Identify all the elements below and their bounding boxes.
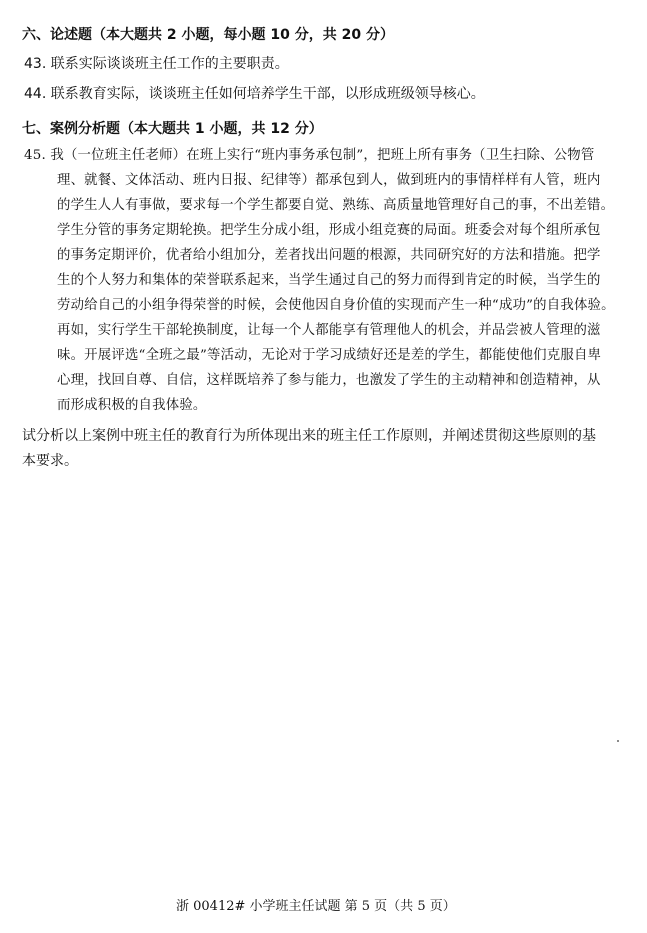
- prompt-line: 本要求。: [22, 453, 78, 469]
- case-line: 再如，实行学生干部轮换制度，让每一个人都能享有管理他人的机会，并品尝被人管理的滋: [57, 323, 601, 338]
- scan-speck: [617, 740, 619, 742]
- case-line: 味。开展评选“全班之最”等活动，无论对于学习成绩好还是差的学生，都能使他们克服自卑: [57, 348, 602, 363]
- case-line: 而形成积极的自我体验。: [57, 398, 207, 413]
- section-7-heading: 七、案例分析题（本大题共 1 小题，共 12 分）: [22, 121, 323, 137]
- question-43: 43. 联系实际谈谈班主任工作的主要职责。: [24, 56, 289, 72]
- case-line: 的事务定期评价，优者给小组加分，差者找出问题的根源，共同研究好的方法和措施。把学: [57, 248, 601, 263]
- case-line: 心理，找回自尊、自信，这样既培养了参与能力，也激发了学生的主动精神和创造精神，从: [57, 373, 601, 388]
- case-line: 劳动给自己的小组争得荣誉的时候，会使他因自身价值的实现而产生一种“成功”的自我体验。: [57, 298, 615, 313]
- case-line: 学生分管的事务定期轮换。把学生分成小组，形成小组竞赛的局面。班委会对每个组所承包: [57, 223, 601, 238]
- case-line: 45. 我（一位班主任老师）在班上实行“班内事务承包制”，把班上所有事务（卫生扫除、公物管: [24, 148, 595, 163]
- case-line: 生的个人努力和集体的荣誉联系起来，当学生通过自己的努力而得到肯定的时候，当学生的: [57, 273, 601, 288]
- question-44: 44. 联系教育实际，谈谈班主任如何培养学生干部，以形成班级领导核心。: [24, 86, 485, 102]
- section-6-heading: 六、论述题（本大题共 2 小题，每小题 10 分，共 20 分）: [22, 27, 394, 43]
- case-line: 理、就餐、文体活动、班内日报、纪律等）都承包到人，做到班内的事情样样有人管，班内: [57, 173, 601, 188]
- case-line: 的学生人人有事做，要求每一个学生都要自觉、熟练、高质量地管理好自己的事，不出差错。: [57, 198, 615, 213]
- page-footer: 浙 00412# 小学班主任试题 第 5 页（共 5 页）: [176, 899, 456, 914]
- prompt-line: 试分析以上案例中班主任的教育行为所体现出来的班主任工作原则，并阐述贯彻这些原则的基: [22, 428, 596, 444]
